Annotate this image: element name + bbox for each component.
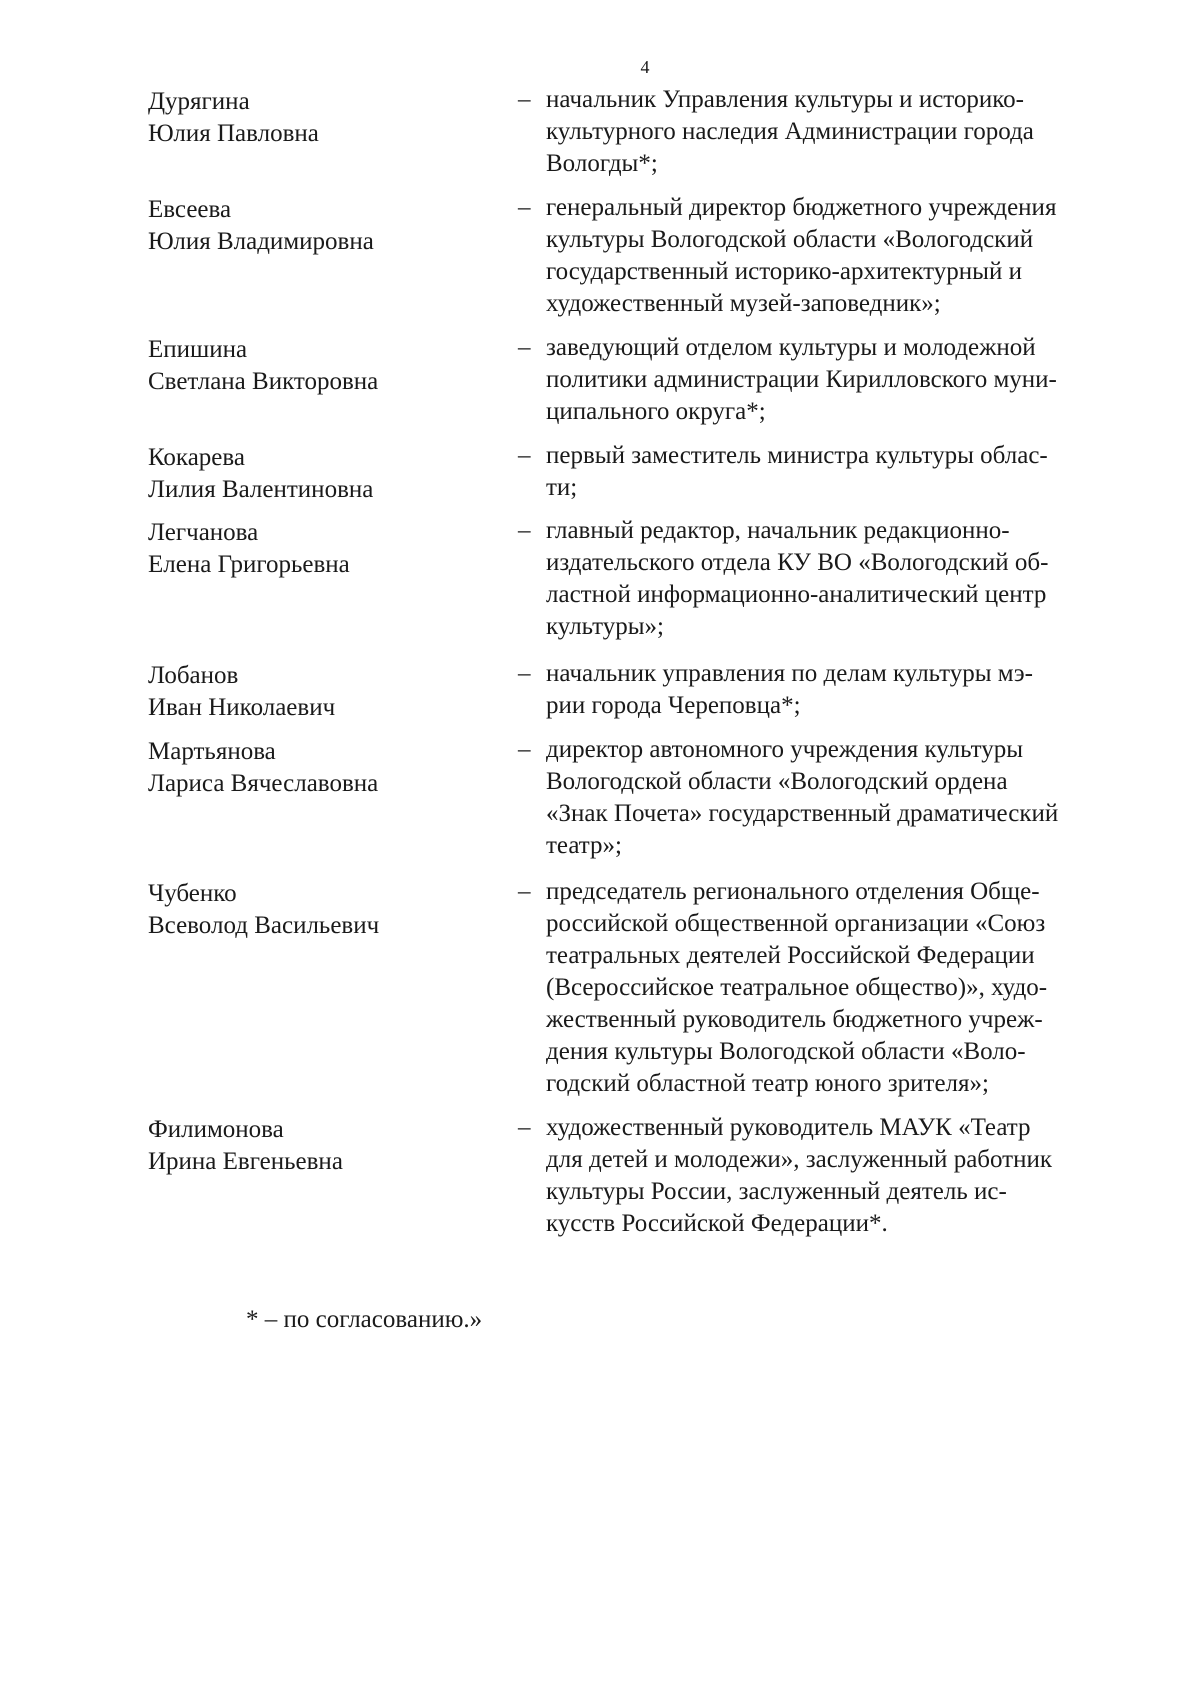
position-line: «Знак Почета» государственный драматический: [546, 800, 1059, 827]
member-name: [148, 517, 508, 581]
member-name: [148, 878, 508, 942]
dash-separator: –: [518, 517, 531, 544]
dash-separator: –: [518, 334, 531, 361]
member-name: [148, 1114, 508, 1178]
position-line: директор автономного учреждения культуры: [546, 736, 1023, 763]
position-line: ципального округа*;: [546, 398, 766, 425]
position-line: российской общественной организации «Союз: [546, 910, 1046, 937]
member-surname: Филимонова: [148, 1116, 284, 1143]
position-line: кусств Российской Федерации*.: [546, 1210, 888, 1237]
position-line: культуры Вологодской области «Вологодский: [546, 226, 1034, 253]
position-line: культуры»;: [546, 613, 664, 640]
position-line: рии города Череповца*;: [546, 692, 801, 719]
position-line: культурного наследия Администрации города: [546, 118, 1034, 145]
position-line: ластной информационно-аналитический центр: [546, 581, 1047, 608]
member-given-name: Всеволод Васильевич: [148, 912, 380, 939]
position-line: заведующий отделом культуры и молодежной: [546, 334, 1036, 361]
dash-separator: –: [518, 442, 531, 469]
dash-separator: –: [518, 878, 531, 905]
position-line: начальник управления по делам культуры мэ-: [546, 660, 1033, 687]
position-line: председатель регионального отделения Обще-: [546, 878, 1040, 905]
member-name: [148, 736, 508, 800]
position-line: театр»;: [546, 832, 622, 859]
member-surname: Легчанова: [148, 519, 259, 546]
position-line: генеральный директор бюджетного учреждения: [546, 194, 1057, 221]
position-line: первый заместитель министра культуры облас-: [546, 442, 1048, 469]
position-line: художественный руководитель МАУК «Театр: [546, 1114, 1031, 1141]
dash-separator: –: [518, 86, 531, 113]
position-line: государственный историко-архитектурный и: [546, 258, 1022, 285]
dash-separator: –: [518, 660, 531, 687]
member-given-name: Юлия Павловна: [148, 120, 319, 147]
position-line: годский областной театр юного зрителя»;: [546, 1070, 989, 1097]
position-line: начальник Управления культуры и историко-: [546, 86, 1024, 113]
member-given-name: Ирина Евгеньевна: [148, 1148, 343, 1175]
position-line: издательского отдела КУ ВО «Вологодский об-: [546, 549, 1049, 576]
member-name: [148, 86, 508, 150]
position-line: (Всероссийское театральное общество)», худо-: [546, 974, 1048, 1001]
member-surname: Лобанов: [148, 662, 239, 689]
member-position: [546, 332, 1146, 428]
member-position: [546, 440, 1146, 504]
member-surname: Чубенко: [148, 880, 237, 907]
dash-separator: –: [518, 1114, 531, 1141]
position-line: ти;: [546, 474, 578, 501]
member-position: [546, 876, 1146, 1100]
member-given-name: Лариса Вячеславовна: [148, 770, 379, 797]
member-surname: Мартьянова: [148, 738, 276, 765]
member-surname: Дурягина: [148, 88, 250, 115]
member-position: [546, 734, 1146, 862]
member-name: [148, 194, 508, 258]
member-position: [546, 192, 1146, 320]
member-given-name: Юлия Владимировна: [148, 228, 374, 255]
member-given-name: Иван Николаевич: [148, 694, 336, 721]
position-line: театральных деятелей Российской Федерации: [546, 942, 1035, 969]
member-surname: Евсеева: [148, 196, 232, 223]
member-surname: Епишина: [148, 336, 248, 363]
member-position: [546, 658, 1146, 722]
member-name: [148, 442, 508, 506]
member-given-name: Елена Григорьевна: [148, 551, 350, 578]
member-name: [148, 660, 508, 724]
member-position: [546, 1112, 1146, 1240]
member-name: [148, 334, 508, 398]
position-line: дения культуры Вологодской области «Воло-: [546, 1038, 1026, 1065]
position-line: Вологды*;: [546, 150, 658, 177]
member-given-name: Лилия Валентиновна: [148, 476, 374, 503]
position-line: Вологодской области «Вологодский ордена: [546, 768, 1008, 795]
position-line: жественный руководитель бюджетного учреж-: [546, 1006, 1043, 1033]
position-line: главный редактор, начальник редакционно-: [546, 517, 1010, 544]
dash-separator: –: [518, 194, 531, 221]
dash-separator: –: [518, 736, 531, 763]
position-line: политики администрации Кирилловского муни-: [546, 366, 1057, 393]
member-given-name: Светлана Викторовна: [148, 368, 379, 395]
page-number: 4: [640, 57, 650, 77]
position-line: культуры России, заслуженный деятель ис-: [546, 1178, 1007, 1205]
member-position: [546, 515, 1146, 643]
member-position: [546, 84, 1146, 180]
position-line: художественный музей-заповедник»;: [546, 290, 941, 317]
member-surname: Кокарева: [148, 444, 245, 471]
footnote: * – по согласованию.»: [246, 1306, 483, 1333]
position-line: для детей и молодежи», заслуженный работник: [546, 1146, 1053, 1173]
